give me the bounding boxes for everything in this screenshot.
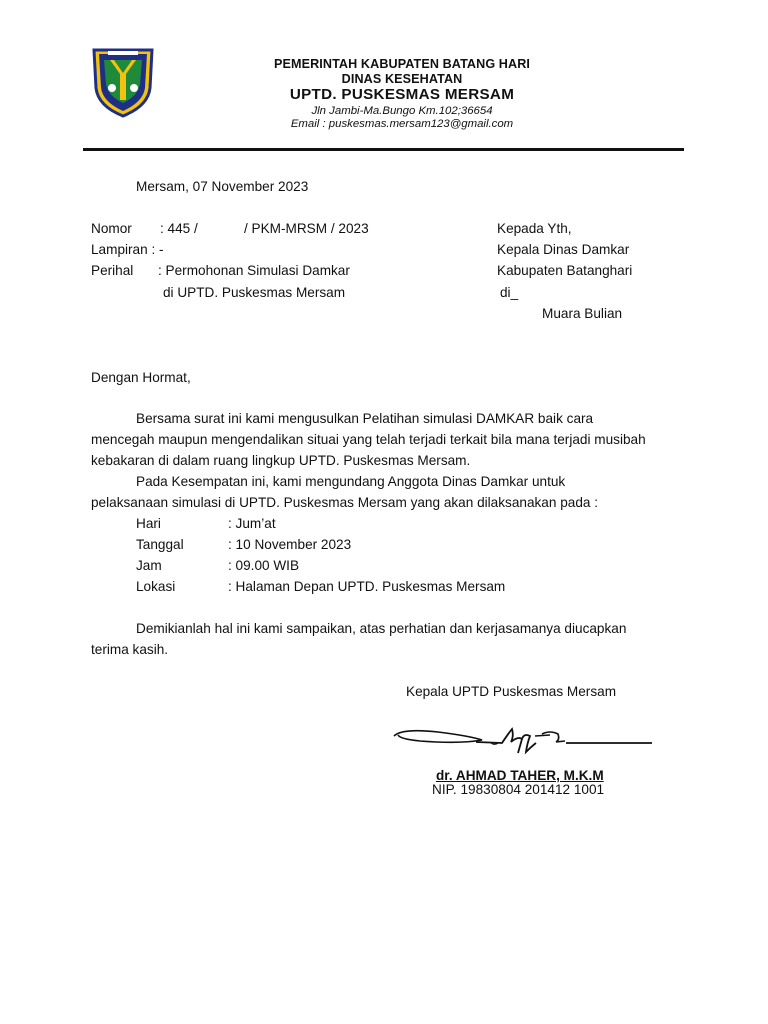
body-p1-line3: kebakaran di dalam ruang lingkup UPTD. Puskesmas Mersam. xyxy=(91,453,471,468)
letterhead-divider xyxy=(83,148,684,151)
letterhead-institution: UPTD. PUSKESMAS MERSAM xyxy=(289,86,515,103)
detail-value: : Halaman Depan UPTD. Puskesmas Mersam xyxy=(228,579,506,594)
perihal-value: : Permohonan Simulasi Damkar xyxy=(158,263,350,278)
detail-label: Tanggal xyxy=(136,537,184,552)
detail-value: : Jum’at xyxy=(228,516,276,531)
recipient-di: di_ xyxy=(500,285,519,300)
signatory-nip: NIP. 19830804 201412 1001 xyxy=(432,782,605,797)
body-p2-line1: Pada Kesempatan ini, kami mengundang Anggota Dinas Damkar untuk xyxy=(136,474,566,489)
closing-line1: Demikianlah hal ini kami sampaikan, atas perhatian dan kerjasamanya diucapkan xyxy=(136,621,627,636)
detail-value: : 10 November 2023 xyxy=(228,537,352,552)
signatory-position: Kepala UPTD Puskesmas Mersam xyxy=(406,684,617,699)
letterhead-email: Email : puskesmas.mersam123@gmail.com xyxy=(290,118,514,130)
body-p1-line1: Bersama surat ini kami mengusulkan Pelatihan simulasi DAMKAR baik cara xyxy=(136,411,594,426)
recipient-title: Kepala Dinas Damkar xyxy=(497,242,630,257)
detail-label: Hari xyxy=(136,516,161,531)
body-p2-line2: pelaksanaan simulasi di UPTD. Puskesmas Mersam yang akan dilaksanakan pada : xyxy=(91,495,598,510)
letterhead-agency: DINAS KESEHATAN xyxy=(341,72,463,86)
signatory-name: dr. AHMAD TAHER, M.K.M xyxy=(436,768,604,783)
recipient-region: Kabupaten Batanghari xyxy=(497,263,633,278)
government-emblem-icon xyxy=(90,44,156,120)
body-p1-line2: mencegah maupun mengendalikan situai yang telah terjadi terkait bila mana terjadi musibah xyxy=(91,432,646,447)
nomor-value: : 445 / xyxy=(160,221,198,236)
detail-value: : 09.00 WIB xyxy=(228,558,300,573)
nomor-label: Nomor xyxy=(91,221,132,236)
perihal-label: Perihal xyxy=(91,263,134,278)
handwritten-signature-icon xyxy=(390,722,660,762)
detail-label: Lokasi xyxy=(136,579,176,594)
place-date: Mersam, 07 November 2023 xyxy=(136,179,309,194)
letterhead-address: Jln Jambi-Ma.Bungo Km.102;36654 xyxy=(311,105,493,117)
salutation: Dengan Hormat, xyxy=(91,370,191,385)
detail-label: Jam xyxy=(136,558,162,573)
perihal-value-cont: di UPTD. Puskesmas Mersam xyxy=(163,285,346,300)
lampiran: Lampiran : - xyxy=(91,242,164,257)
nomor-suffix: / PKM-MRSM / 2023 xyxy=(244,221,369,236)
closing-line2: terima kasih. xyxy=(91,642,169,657)
recipient-greeting: Kepada Yth, xyxy=(497,221,572,236)
letterhead-government: PEMERINTAH KABUPATEN BATANG HARI xyxy=(274,57,530,71)
recipient-city: Muara Bulian xyxy=(542,306,623,321)
